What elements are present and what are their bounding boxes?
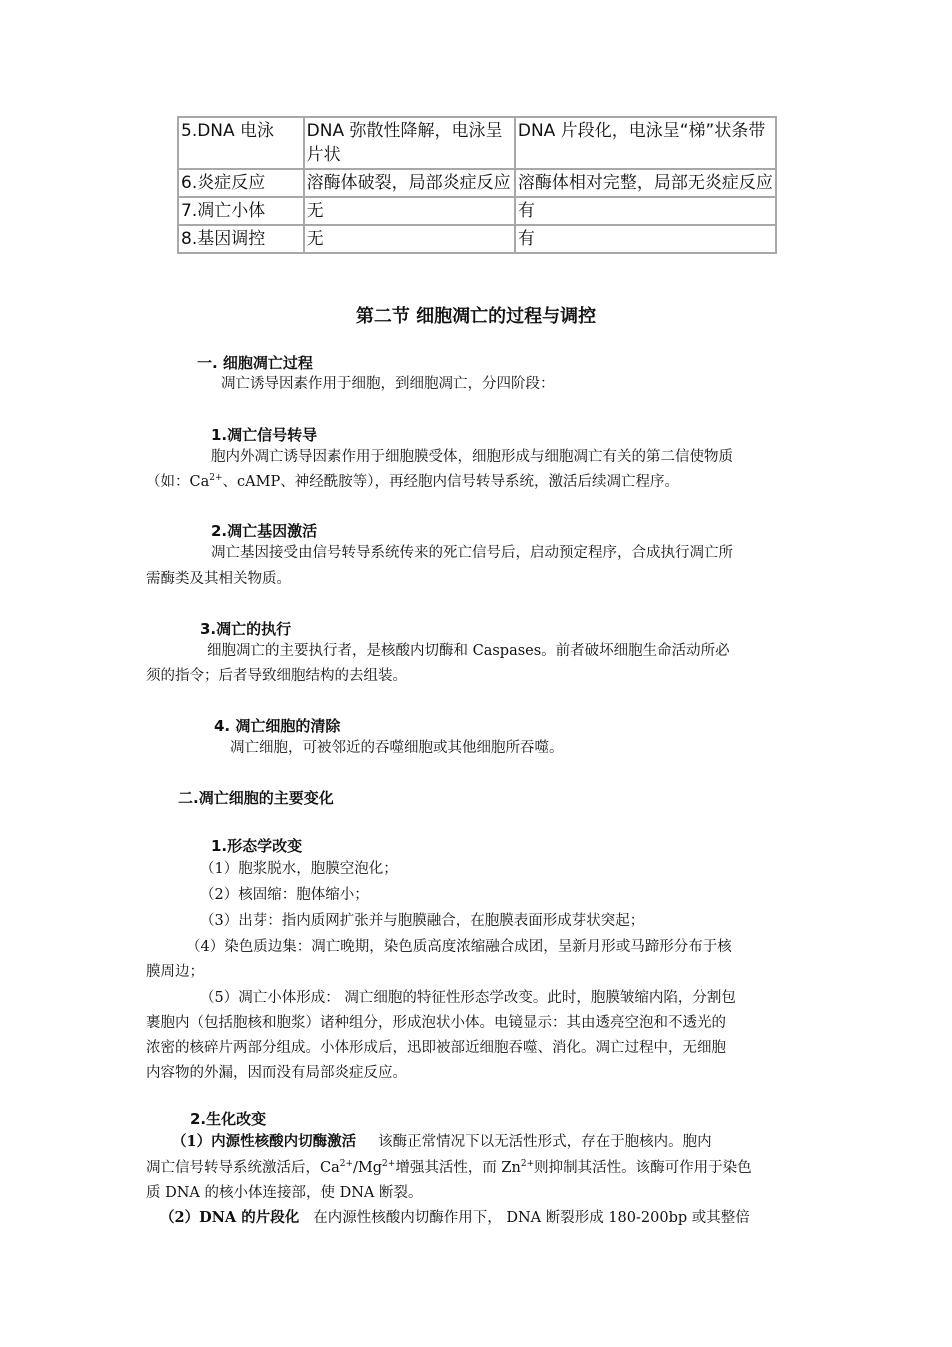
table-cell: 8.基因调控	[178, 225, 304, 253]
table-row	[178, 169, 776, 197]
table-cell: 无	[304, 197, 515, 225]
table-cell: 无	[304, 225, 515, 253]
step4-text: 凋亡细胞，可被邻近的吞噬细胞或其他细胞所吞噬。	[230, 740, 564, 756]
table-cell: 有	[515, 197, 776, 225]
table-cell: 6.炎症反应	[178, 169, 304, 197]
text-run: 在内源性核酸内切酶作用下， DNA 断裂形成 180-200bp 或其整倍	[313, 1210, 750, 1226]
table-cell: 7.凋亡小体	[178, 197, 304, 225]
step3-heading: 3.凋亡的执行	[200, 620, 292, 638]
list-item-continued: 裹胞内（包括胞核和胞浆）诸种组分，形成泡状小体。电镜显示：其由透亮空泡和不透光的	[146, 1015, 726, 1031]
text-run: 则抑制其活性。该酶可作用于染色	[534, 1160, 752, 1176]
superscript: 2+	[382, 1159, 396, 1170]
list-item-continued: 内容物的外漏，因而没有局部炎症反应。	[146, 1065, 407, 1081]
bold-term: （1）内源性核酸内切酶激活	[172, 1133, 357, 1150]
section-title: 第二节 细胞凋亡的过程与调控	[355, 306, 597, 327]
step1-text-line2	[146, 469, 679, 495]
step2-text-line1: 凋亡基因接受由信号转导系统传来的死亡信号后，启动预定程序，合成执行凋亡所	[211, 545, 733, 561]
text-run: 凋亡信号转导系统激活后，Ca	[146, 1160, 340, 1176]
list-item: （4）染色质边集：凋亡晚期，染色质高度浓缩融合成团，呈新月形或马蹄形分布于核	[186, 939, 732, 955]
text-run: 、cAMP、神经酰胺等），再经胞内信号转导系统，激活后续凋亡程序。	[222, 474, 679, 490]
table-cell: DNA 弥散性降解，电泳呈片状	[304, 117, 515, 169]
table-cell: DNA 片段化，电泳呈“梯”状条带	[515, 117, 776, 169]
table-cell: 溶酶体相对完整，局部无炎症反应	[515, 169, 776, 197]
biochem-p2-line1	[160, 1205, 750, 1231]
morph-heading: 1.形态学改变	[211, 837, 303, 855]
table-row	[178, 197, 776, 225]
text-run: /Mg	[353, 1160, 383, 1176]
list-item-continued: 膜周边；	[146, 964, 204, 980]
step2-heading: 2.凋亡基因激活	[211, 522, 318, 540]
table-row	[178, 117, 776, 169]
table-cell: 5.DNA 电泳	[178, 117, 304, 169]
table-cell: 溶酶体破裂，局部炎症反应	[304, 169, 515, 197]
text-run: 该酶正常情况下以无活性形式，存在于胞核内。胞内	[378, 1134, 712, 1150]
step3-text-line2: 须的指令；后者导致细胞结构的去组装。	[146, 668, 407, 684]
biochem-p1-line1	[172, 1129, 712, 1155]
part1-intro: 凋亡诱导因素作用于细胞，到细胞凋亡，分四阶段：	[221, 376, 555, 392]
step1-heading: 1.凋亡信号转导	[211, 426, 318, 444]
list-item: （2）核固缩：胞体缩小；	[200, 887, 369, 903]
text-run: 增强其活性，而 Zn	[395, 1160, 521, 1176]
list-item: （1）胞浆脱水，胞膜空泡化；	[200, 861, 398, 877]
step2-text-line2: 需酶类及其相关物质。	[146, 571, 291, 587]
superscript: 2+	[209, 473, 223, 484]
list-item-continued: 浓密的核碎片两部分组成。小体形成后，迅即被部近细胞吞噬、消化。凋亡过程中，无细胞	[146, 1040, 726, 1056]
step1-text-line1: 胞内外凋亡诱导因素作用于细胞膜受体，细胞形成与细胞凋亡有关的第二信使物质	[211, 449, 733, 465]
text-run: （如：Ca	[146, 474, 210, 490]
list-item: （3）出芽：指内质网扩张并与胞膜融合，在胞膜表面形成芽状突起；	[200, 913, 645, 929]
biochem-heading: 2.生化改变	[190, 1110, 267, 1128]
part1-heading: 一. 细胞凋亡过程	[197, 354, 313, 372]
table-cell: 有	[515, 225, 776, 253]
part2-heading: 二.凋亡细胞的主要变化	[178, 789, 334, 807]
list-item: （5）凋亡小体形成： 凋亡细胞的特征性形态学改变。此时，胞膜皱缩内陷，分割包	[200, 990, 736, 1006]
step3-text-line1: 细胞凋亡的主要执行者，是核酸内切酶和 Caspases。前者破坏细胞生命活动所必	[207, 643, 730, 659]
comparison-table	[177, 116, 777, 254]
biochem-p1-line3: 质 DNA 的核小体连接部，使 DNA 断裂。	[146, 1185, 423, 1201]
superscript: 2+	[339, 1159, 354, 1170]
biochem-p1-line2	[146, 1155, 752, 1181]
bold-term: （2）DNA 的片段化	[160, 1209, 300, 1226]
step4-heading: 4. 凋亡细胞的清除	[214, 717, 341, 735]
table-row	[178, 225, 776, 253]
superscript: 2+	[520, 1159, 535, 1170]
